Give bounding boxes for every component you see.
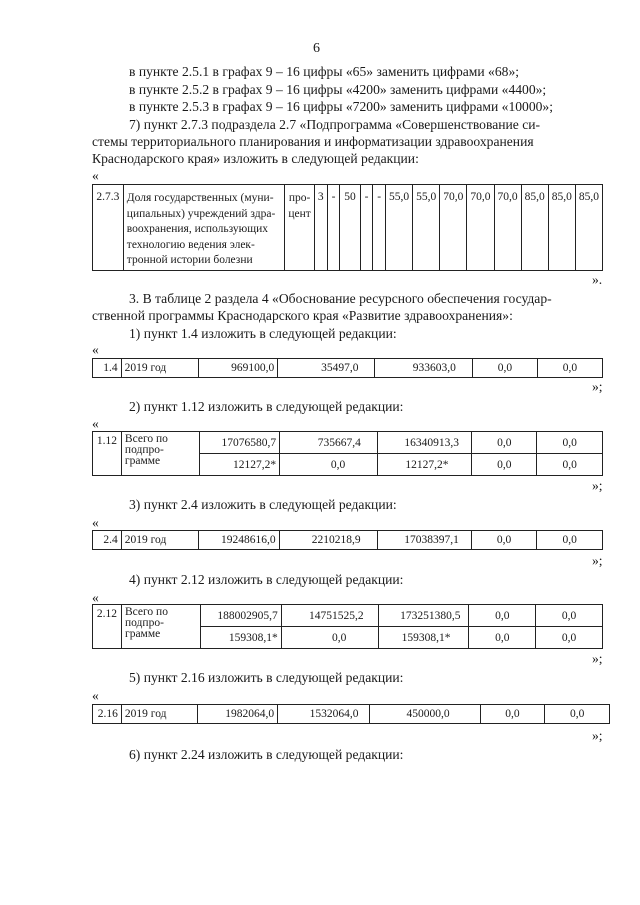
text-line: 2) пункт 1.12 изложить в следующей редакции: bbox=[129, 399, 404, 414]
cell-value: 0,0 bbox=[469, 627, 536, 649]
cell-value: 0,0 bbox=[469, 605, 536, 627]
desc-line: Доля государственных (муни- bbox=[126, 192, 274, 204]
cell-name: 2019 год bbox=[121, 705, 197, 724]
text-line: стемы территориального планирования и информатизации здравоохранения bbox=[92, 134, 534, 149]
table-1-12 bbox=[92, 431, 603, 476]
text-line: в пункте 2.5.1 в графах 9 – 16 цифры «65» заменить цифрами «68»; bbox=[129, 64, 520, 79]
text-line: 1) пункт 1.4 изложить в следующей редакции: bbox=[129, 326, 397, 341]
text-line: 5) пункт 2.16 изложить в следующей редакции: bbox=[129, 670, 404, 685]
quote-open: « bbox=[92, 342, 99, 357]
cell-value: 85,0 bbox=[521, 185, 548, 271]
name-line: подпро- bbox=[124, 444, 164, 456]
cell-value: 70,0 bbox=[440, 185, 467, 271]
quote-close: »; bbox=[592, 478, 603, 493]
quote-close: »; bbox=[592, 553, 603, 568]
cell-name: 2019 год bbox=[121, 531, 198, 550]
table-1-4 bbox=[92, 358, 603, 378]
cell-value: 50 bbox=[340, 185, 361, 271]
cell-value: 0,0 bbox=[281, 627, 378, 649]
cell-value: 1982064,0 bbox=[198, 705, 278, 724]
desc-line: тронной истории болезни bbox=[126, 254, 253, 266]
cell-value: 85,0 bbox=[575, 185, 602, 271]
cell-value: 0,0 bbox=[537, 454, 603, 476]
cell-value: 173251380,5 bbox=[378, 605, 469, 627]
cell-value: 85,0 bbox=[548, 185, 575, 271]
desc-line: технологию ведения элек- bbox=[126, 238, 255, 251]
cell-value: 0,0 bbox=[280, 454, 378, 476]
quote-close: ». bbox=[592, 272, 603, 287]
cell-value: 0,0 bbox=[472, 359, 537, 378]
cell-value: 0,0 bbox=[536, 627, 603, 649]
cell-value: 0,0 bbox=[471, 531, 537, 550]
cell-value: 0,0 bbox=[472, 432, 537, 454]
text-line: 7) пункт 2.7.3 подраздела 2.7 «Подпрограмма «Совершенствование си- bbox=[129, 117, 541, 132]
cell-value: 450000,0 bbox=[369, 705, 480, 724]
text-line: в пункте 2.5.3 в графах 9 – 16 цифры «7200» заменить цифрами «10000»; bbox=[129, 99, 554, 114]
quote-open: « bbox=[92, 515, 99, 530]
cell-value: 17076580,7 bbox=[199, 432, 279, 454]
cell-description bbox=[123, 185, 285, 271]
cell-value: 735667,4 bbox=[280, 432, 378, 454]
quote-close: »; bbox=[592, 728, 603, 743]
table-2-16 bbox=[92, 704, 610, 724]
text-line: Краснодарского края» изложить в следующей редакции: bbox=[92, 151, 419, 166]
desc-line: ципальных) учреждений здра- bbox=[126, 207, 276, 220]
cell-value: 0,0 bbox=[536, 605, 603, 627]
cell-value: - bbox=[373, 185, 386, 271]
cell-value: 14751525,2 bbox=[281, 605, 378, 627]
name-line: Всего по bbox=[124, 606, 168, 618]
cell-num: 1.4 bbox=[93, 359, 122, 378]
cell-value: 0,0 bbox=[545, 705, 610, 724]
text-line: 4) пункт 2.12 изложить в следующей редакции: bbox=[129, 572, 404, 587]
cell-value: 0,0 bbox=[480, 705, 545, 724]
cell-value: 19248616,0 bbox=[199, 531, 279, 550]
cell-value: 35497,0 bbox=[278, 359, 375, 378]
quote-open: « bbox=[92, 168, 99, 183]
table-2-4 bbox=[92, 530, 603, 550]
cell-value: 0,0 bbox=[537, 432, 603, 454]
cell-value: 969100,0 bbox=[198, 359, 278, 378]
cell-value: 0,0 bbox=[472, 454, 537, 476]
desc-line: воохранения, использующих bbox=[126, 223, 268, 235]
cell-value: 12127,2* bbox=[377, 454, 471, 476]
cell-value: 55,0 bbox=[386, 185, 413, 271]
text-line: 6) пункт 2.24 изложить в следующей редакции: bbox=[129, 747, 404, 762]
cell-num: 2.7.3 bbox=[93, 185, 124, 271]
cell-value: 12127,2* bbox=[199, 454, 279, 476]
cell-value: 933603,0 bbox=[375, 359, 472, 378]
cell-value: 188002905,7 bbox=[200, 605, 281, 627]
table-2-12 bbox=[92, 604, 603, 649]
cell-unit bbox=[285, 185, 314, 271]
quote-open: « bbox=[92, 688, 99, 703]
page-number: 6 bbox=[313, 41, 320, 56]
cell-value: 0,0 bbox=[537, 359, 602, 378]
name-line: Всего по bbox=[124, 433, 168, 445]
text-line: в пункте 2.5.2 в графах 9 – 16 цифры «4200» заменить цифрами «4400»; bbox=[129, 82, 547, 97]
cell-value: 70,0 bbox=[467, 185, 494, 271]
cell-num: 1.12 bbox=[93, 432, 122, 476]
cell-value: 17038397,1 bbox=[377, 531, 471, 550]
cell-num: 2.12 bbox=[93, 605, 122, 649]
cell-value: 70,0 bbox=[494, 185, 521, 271]
cell-value: 3 bbox=[314, 185, 327, 271]
cell-name: 2019 год bbox=[121, 359, 198, 378]
cell-value: 2210218,9 bbox=[279, 531, 377, 550]
quote-close: »; bbox=[592, 379, 603, 394]
cell-num: 2.4 bbox=[93, 531, 122, 550]
text-line: 3. В таблице 2 раздела 4 «Обоснование ресурсного обеспечения государ- bbox=[129, 291, 552, 306]
cell-value: 55,0 bbox=[413, 185, 440, 271]
text-line: ственной программы Краснодарского края «Развитие здравоохранения»: bbox=[92, 308, 513, 323]
cell-value: - bbox=[360, 185, 373, 271]
cell-name bbox=[121, 432, 199, 476]
quote-open: « bbox=[92, 416, 99, 431]
text-line: 3) пункт 2.4 изложить в следующей редакции: bbox=[129, 497, 397, 512]
cell-value: 0,0 bbox=[537, 531, 603, 550]
name-line: грамме bbox=[124, 628, 161, 640]
cell-value: 16340913,3 bbox=[377, 432, 471, 454]
quote-close: »; bbox=[592, 651, 603, 666]
name-line: грамме bbox=[124, 455, 161, 467]
cell-value: 159308,1* bbox=[200, 627, 281, 649]
cell-num: 2.16 bbox=[93, 705, 122, 724]
unit-line: цент bbox=[288, 207, 311, 220]
cell-value: - bbox=[327, 185, 340, 271]
cell-value: 159308,1* bbox=[378, 627, 469, 649]
unit-line: про- bbox=[288, 192, 311, 204]
cell-value: 1532064,0 bbox=[278, 705, 369, 724]
table-2-7-3 bbox=[92, 184, 603, 271]
quote-open: « bbox=[92, 590, 99, 605]
name-line: подпро- bbox=[124, 617, 164, 629]
cell-name bbox=[121, 605, 200, 649]
